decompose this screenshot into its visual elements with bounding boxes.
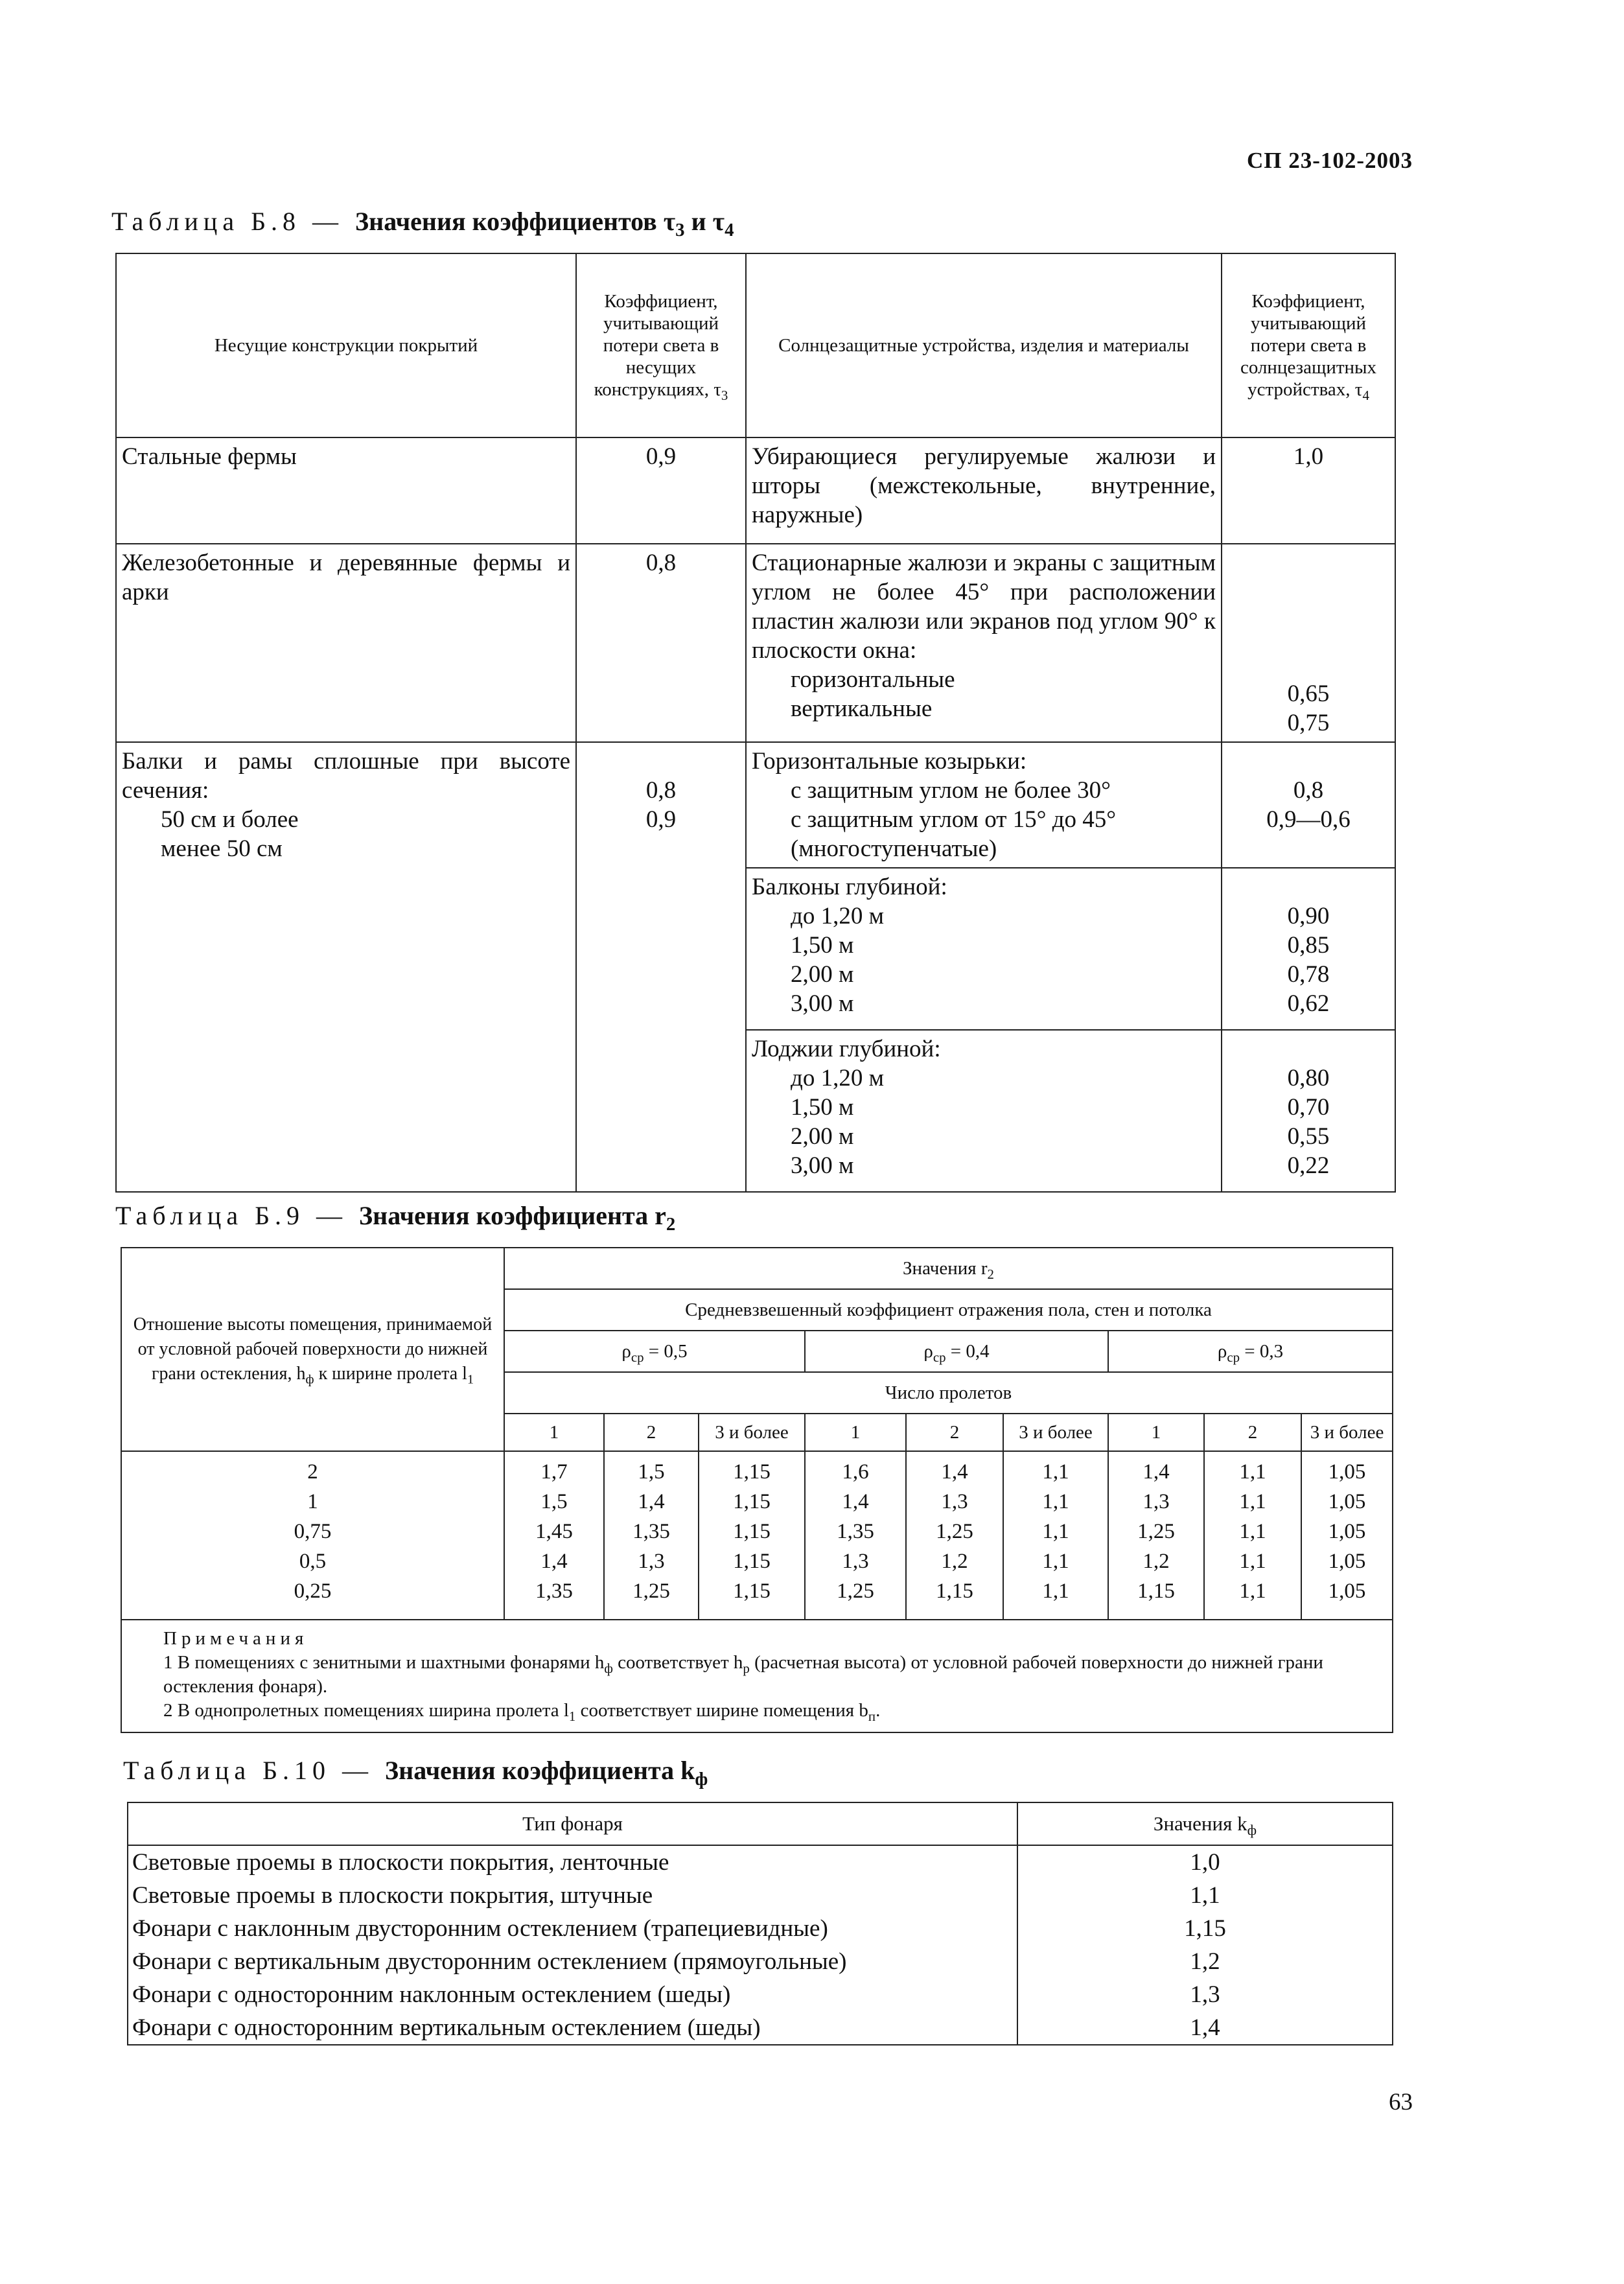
table-b9-data-row xyxy=(121,1451,1393,1620)
skylight-type-cell: Фонари с наклонным двусторонним остеклением (трапециевидные) xyxy=(128,1912,1017,1945)
skylight-type-cell: Световые проемы в плоскости покрытия, ленточные xyxy=(128,1845,1017,1879)
tau3-cell: 0,8 0,9 xyxy=(576,742,746,1192)
page-number: 63 xyxy=(1389,2089,1413,2115)
table-b9-caption xyxy=(115,1200,676,1235)
tau4-cell: 1,0 xyxy=(1222,437,1395,544)
table-row xyxy=(116,437,1395,544)
kf-value-cell: 1,4 xyxy=(1017,2011,1393,2045)
table-b10-title: Значения коэффициента $k_ф$ xyxy=(385,1756,708,1789)
r2-column-cell: 1,6 1,4 1,35 1,3 1,25 xyxy=(805,1451,906,1620)
device-cell: Балконы глубиной: до 1,20 м 1,50 м 2,00 м 3,00 м xyxy=(746,868,1222,1030)
r2-column-cell: 1,4 1,3 1,25 1,2 1,15 xyxy=(1108,1451,1204,1620)
r2-column-cell: 1,7 1,5 1,45 1,4 1,35 xyxy=(504,1451,604,1620)
tau4-cell: 0,65 0,75 xyxy=(1222,544,1395,742)
table-b10-caption xyxy=(123,1755,708,1789)
tau4-cell: 0,8 0,9—0,6 xyxy=(1222,742,1395,868)
table-row xyxy=(128,1879,1393,1912)
device-cell: Горизонтальные козырьки: с защитным углом не более 30° с защитным углом от 15° до 45° (многоступенчатые) xyxy=(746,742,1222,868)
table-b8 xyxy=(115,253,1396,1193)
header-rho-group: $\rho_{ср} = 0,3$ xyxy=(1108,1331,1393,1372)
header-span-label: 3 и более xyxy=(1003,1414,1108,1451)
table-row xyxy=(128,1912,1393,1945)
table-row xyxy=(116,544,1395,742)
header-rho-group: $\rho_{ср} = 0,5$ xyxy=(504,1331,805,1372)
header-r2-values: Значения $r_2$ xyxy=(504,1248,1393,1289)
table-row xyxy=(128,1978,1393,2011)
structure-cell: Балки и рамы сплошные при высоте сечения: 50 см и более менее 50 см xyxy=(116,742,576,1192)
header-tau4: Коэффициент, учитывающий потери света в солнцезащитных устройствах, $\tau_4$ xyxy=(1222,253,1395,437)
table-row xyxy=(116,742,1395,868)
tau4-cell: 0,80 0,70 0,55 0,22 xyxy=(1222,1030,1395,1192)
r2-column-cell: 1,1 1,1 1,1 1,1 1,1 xyxy=(1003,1451,1108,1620)
kf-value-cell: 1,1 xyxy=(1017,1879,1393,1912)
table-b9 xyxy=(121,1247,1393,1733)
header-span-label: 2 xyxy=(1204,1414,1301,1451)
table-b9-notes-row xyxy=(121,1620,1393,1732)
table-b9-title: Значения коэффициента $r_2$ xyxy=(359,1201,676,1235)
skylight-type-cell: Световые проемы в плоскости покрытия, штучные xyxy=(128,1879,1017,1912)
tau4-cell: 0,90 0,85 0,78 0,62 xyxy=(1222,868,1395,1030)
header-height-ratio: Отношение высоты помещения, принимаемой от условной рабочей поверхности до нижней грани остекления, $h_ф$ к ширине пролета $l_1$ xyxy=(121,1248,504,1451)
table-b9-label: Таблица Б.9 — xyxy=(115,1201,360,1230)
device-cell: Лоджии глубиной: до 1,20 м 1,50 м 2,00 м 3,00 м xyxy=(746,1030,1222,1192)
kf-value-cell: 1,2 xyxy=(1017,1945,1393,1978)
table-row xyxy=(128,1845,1393,1879)
header-kf-values: Значения $k_ф$ xyxy=(1017,1802,1393,1845)
table-b8-title: Значения коэффициентов $\tau_3$ и $\tau_4$ xyxy=(355,207,734,240)
kf-value-cell: 1,0 xyxy=(1017,1845,1393,1879)
header-devices: Солнцезащитные устройства, изделия и материалы xyxy=(746,253,1222,437)
header-tau3: Коэффициент, учитывающий потери света в несущих конструкциях, $\tau_3$ xyxy=(576,253,746,437)
skylight-type-cell: Фонари с вертикальным двусторонним остеклением (прямоугольные) xyxy=(128,1945,1017,1978)
r2-column-cell: 1,5 1,4 1,35 1,3 1,25 xyxy=(604,1451,699,1620)
device-cell: Стационарные жалюзи и экраны с защитным углом не более 45° при расположении пластин жалюзи или экранов под углом 90° к плоскости окна: горизонтальные вертикальные xyxy=(746,544,1222,742)
document-code: СП 23-102-2003 xyxy=(1246,148,1413,173)
device-cell: Убирающиеся регулируемые жалюзи и шторы (межстекольные, внутренние, наружные) xyxy=(746,437,1222,544)
table-b10 xyxy=(127,1802,1393,2045)
header-skylight-type: Тип фонаря xyxy=(128,1802,1017,1845)
header-span-label: 3 и более xyxy=(699,1414,805,1451)
r2-column-cell: 1,4 1,3 1,25 1,2 1,15 xyxy=(906,1451,1003,1620)
skylight-type-cell: Фонари с односторонним вертикальным остеклением (шеды) xyxy=(128,2011,1017,2045)
notes-title: Примечания xyxy=(163,1628,308,1649)
table-b8-label: Таблица Б.8 — xyxy=(111,207,356,236)
header-span-label: 3 и более xyxy=(1301,1414,1393,1451)
notes-cell xyxy=(121,1620,1393,1732)
structure-cell: Железобетонные и деревянные фермы и арки xyxy=(116,544,576,742)
header-weighted-reflection: Средневзвешенный коэффициент отражения пола, стен и потолка xyxy=(504,1289,1393,1331)
tau3-cell: 0,8 xyxy=(576,544,746,742)
header-span-label: 1 xyxy=(504,1414,604,1451)
header-span-count: Число пролетов xyxy=(504,1372,1393,1414)
skylight-type-cell: Фонари с односторонним наклонным остеклением (шеды) xyxy=(128,1978,1017,2011)
kf-value-cell: 1,15 xyxy=(1017,1912,1393,1945)
r2-column-cell: 1,05 1,05 1,05 1,05 1,05 xyxy=(1301,1451,1393,1620)
note-2: 2 В однопролетных помещениях ширина пролета $l_1$ соответствует ширине помещения $b_п$. xyxy=(163,1700,881,1724)
header-span-label: 2 xyxy=(906,1414,1003,1451)
structure-cell: Стальные фермы xyxy=(116,437,576,544)
table-b8-header-row xyxy=(116,253,1395,437)
r2-column-cell: 1,15 1,15 1,15 1,15 1,15 xyxy=(699,1451,805,1620)
header-span-label: 1 xyxy=(1108,1414,1204,1451)
table-row xyxy=(128,2011,1393,2045)
table-b8-caption xyxy=(111,206,734,240)
table-b10-label: Таблица Б.10 — xyxy=(123,1756,386,1785)
r2-column-cell: 1,1 1,1 1,1 1,1 1,1 xyxy=(1204,1451,1301,1620)
header-span-label: 2 xyxy=(604,1414,699,1451)
table-row xyxy=(128,1945,1393,1978)
header-structures: Несущие конструкции покрытий xyxy=(116,253,576,437)
header-span-label: 1 xyxy=(805,1414,906,1451)
note-1: 1 В помещениях с зенитными и шахтными фонарями $h_ф$ соответствует $h_р$ (расчетная высота) от условной рабочей поверхности до нижней грани остекления фонаря). xyxy=(163,1652,1323,1697)
header-rho-group: $\rho_{ср} = 0,4$ xyxy=(805,1331,1108,1372)
ratio-values-cell: 2 1 0,75 0,5 0,25 xyxy=(121,1451,504,1620)
tau3-cell: 0,9 xyxy=(576,437,746,544)
kf-value-cell: 1,3 xyxy=(1017,1978,1393,2011)
